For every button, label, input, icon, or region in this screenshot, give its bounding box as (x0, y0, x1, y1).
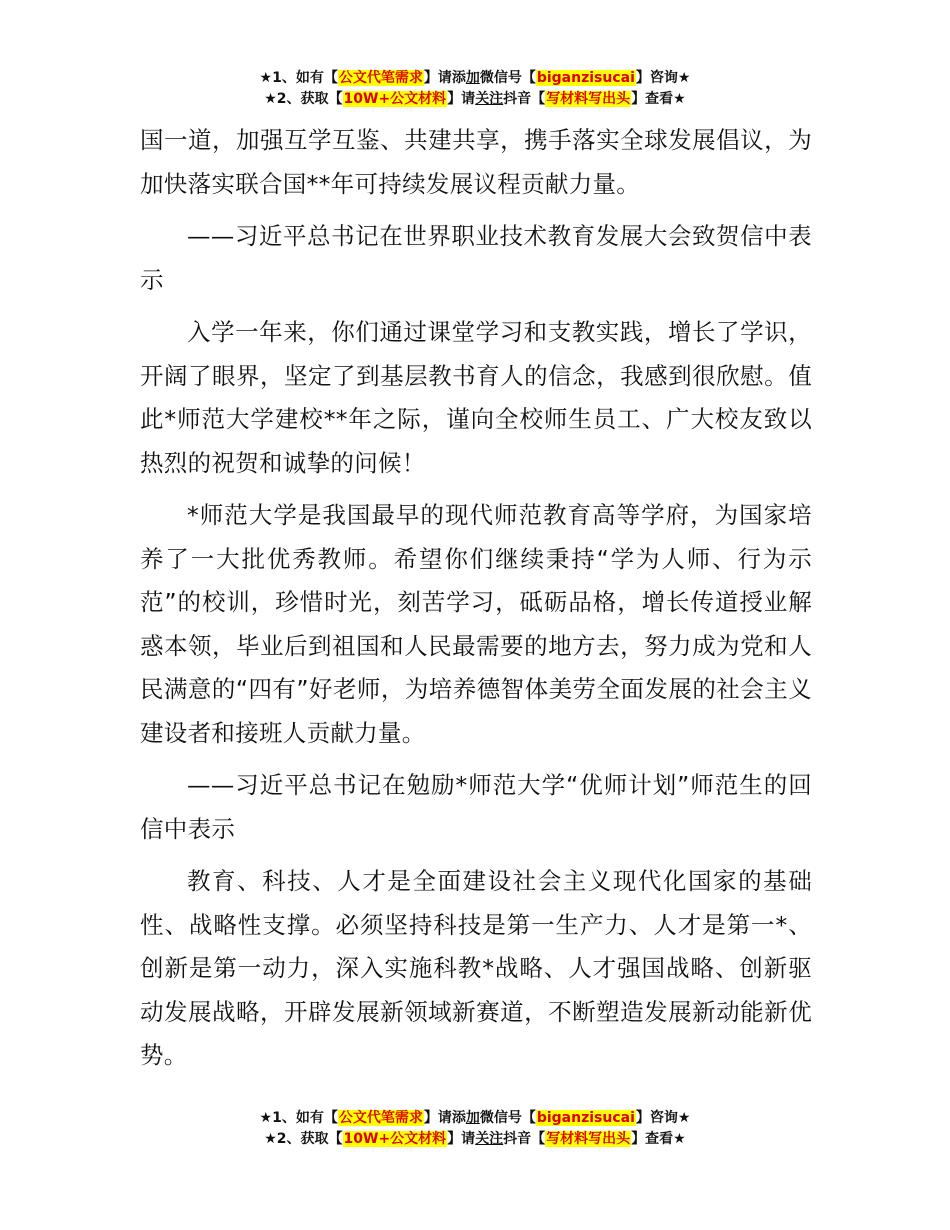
paragraph-continuation: 国一道，加强互学互鉴、共建共享，携手落实全球发展倡议，为加快落实联合国**年可持续发展议程贡献力量。 (140, 126, 812, 198)
banner-line-1 (0, 68, 950, 89)
banner-emphasis: 关注 (475, 91, 504, 107)
banner-text: 】请 (447, 1131, 476, 1147)
banner-text: ★1、如有【 (259, 1110, 338, 1126)
paragraph: 教育、科技、人才是全面建设社会主义现代化国家的基础性、战略性支撑。必须坚持科技是第一生产力、人才是第一*、创新是第一动力，深入实施科教*战略、人才强国战略、创新驱动发展战略，开辟发展新领域新赛道，不断塑造发展新动能新优势。 (140, 867, 812, 1069)
banner-text: 微信号【 (479, 1110, 536, 1126)
banner-text: ★1、如有【 (259, 70, 338, 86)
highlight-materials: 10W+公文材料 (343, 1131, 447, 1147)
banner-emphasis: 关注 (475, 1131, 504, 1147)
banner-line-2 (0, 89, 950, 110)
banner-text: 抖音【 (503, 91, 546, 107)
highlight-service: 公文代笔需求 (338, 1110, 423, 1126)
quote-attribution: ——习近平总书记在世界职业技术教育发展大会致贺信中表示 (140, 222, 812, 294)
banner-line-2 (0, 1129, 950, 1150)
highlight-douyin-account: 写材料写出头 (546, 1131, 631, 1147)
highlight-materials: 10W+公文材料 (343, 91, 447, 107)
highlight-wechat-id: biganzisucai (536, 1110, 635, 1126)
paragraph: *师范大学是我国最早的现代师范教育高等学府，为国家培养了一大批优秀教师。希望你们继续秉持“学为人师、行为示范”的校训，珍惜时光，刻苦学习，砥砺品格，增长传道授业解惑本领，毕业后到祖国和人民最需要的地方去，努力成为党和人民满意的“四有”好老师，为培养德智体美劳全面发展的社会主义建设者和接班人贡献力量。 (140, 501, 812, 747)
banner-text: 】查看★ (631, 91, 686, 107)
footer-banner (0, 1108, 950, 1150)
banner-text: 】请添 (423, 1110, 466, 1126)
highlight-service: 公文代笔需求 (338, 70, 423, 86)
banner-text: ★2、获取【 (264, 1131, 343, 1147)
paragraph: 入学一年来，你们通过课堂学习和支教实践，增长了学识，开阔了眼界，坚定了到基层教书育人的信念，我感到很欣慰。值此*师范大学建校**年之际，谨向全校师生员工、广大校友致以热烈的祝贺和诚挚的问候！ (140, 318, 812, 477)
banner-text: 】请 (447, 91, 476, 107)
banner-text: 抖音【 (503, 1131, 546, 1147)
banner-text: 】咨询★ (635, 1110, 691, 1126)
banner-text: 】咨询★ (635, 70, 691, 86)
banner-text: 微信号【 (479, 70, 536, 86)
header-banner (0, 68, 950, 110)
quote-attribution: ——习近平总书记在勉励*师范大学“优师计划”师范生的回信中表示 (140, 771, 812, 843)
banner-line-1 (0, 1108, 950, 1129)
banner-text: 】查看★ (631, 1131, 686, 1147)
banner-text: 】请添 (423, 70, 466, 86)
banner-emphasis: 加 (465, 70, 480, 86)
highlight-douyin-account: 写材料写出头 (546, 91, 631, 107)
document-body (140, 119, 812, 1087)
banner-emphasis: 加 (465, 1110, 480, 1126)
banner-text: ★2、获取【 (264, 91, 343, 107)
highlight-wechat-id: biganzisucai (536, 70, 635, 86)
